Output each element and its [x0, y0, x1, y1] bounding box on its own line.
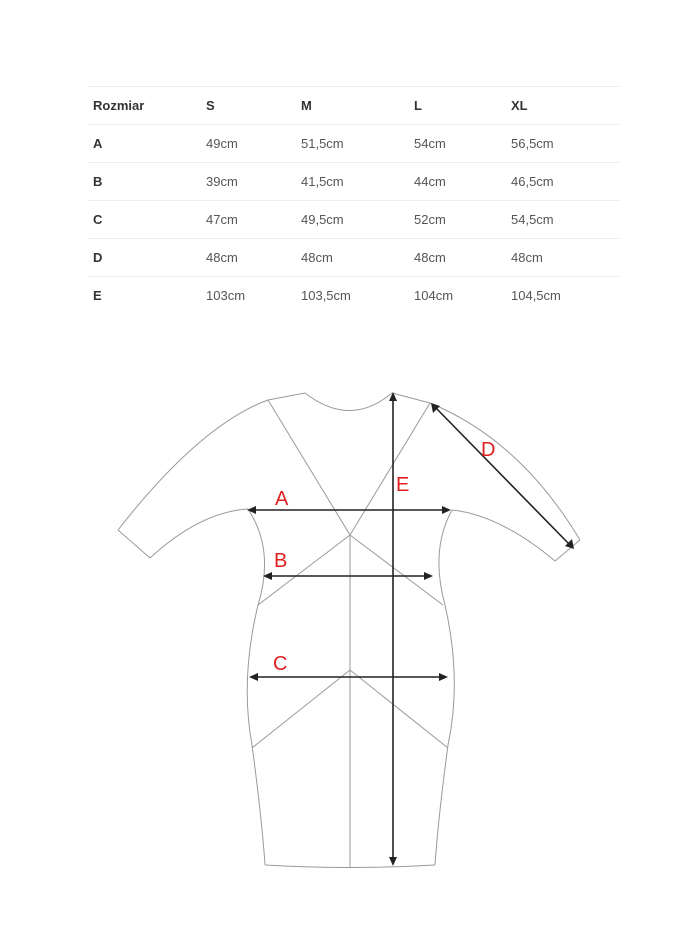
row-label: D [87, 239, 200, 277]
table-cell: 47cm [200, 201, 295, 239]
table-cell: 46,5cm [505, 163, 620, 201]
arrow-e-head-top [389, 392, 397, 401]
table-row [87, 277, 620, 315]
table-cell: 41,5cm [295, 163, 408, 201]
label-b: B [274, 550, 288, 572]
arrow-c-head-left [249, 673, 258, 681]
table-row [87, 239, 620, 277]
left-body-side [247, 509, 265, 865]
measurement-labels [273, 439, 495, 675]
row-label: C [87, 201, 200, 239]
table-cell: 48cm [295, 239, 408, 277]
skirt-line-right [350, 670, 448, 748]
label-d: D [481, 439, 496, 461]
table-header-row [87, 87, 620, 125]
header-size-l: L [408, 87, 505, 125]
table-row [87, 201, 620, 239]
table-row [87, 163, 620, 201]
dress-measurement-diagram [0, 360, 700, 900]
header-size-m: M [295, 87, 408, 125]
neckline [305, 393, 392, 411]
right-sleeve-outer [430, 403, 580, 540]
right-shoulder-line [392, 393, 430, 403]
waist-line-left [258, 535, 350, 605]
arrow-e-head-bottom [389, 857, 397, 866]
label-a: A [275, 488, 289, 510]
dress-outline [118, 393, 580, 868]
label-c: C [273, 653, 288, 675]
arrow-d [435, 407, 570, 545]
arrow-c-head-right [439, 673, 448, 681]
bodice-line-right [350, 403, 430, 535]
table-cell: 103,5cm [295, 277, 408, 315]
left-sleeve-cuff [118, 530, 150, 558]
arrow-a-head-right [442, 506, 451, 514]
table-cell: 49,5cm [295, 201, 408, 239]
table-cell: 48cm [200, 239, 295, 277]
header-size-xl: XL [505, 87, 620, 125]
row-label: A [87, 125, 200, 163]
table-cell: 54,5cm [505, 201, 620, 239]
table-cell: 54cm [408, 125, 505, 163]
table-cell: 48cm [408, 239, 505, 277]
row-label: E [87, 277, 200, 315]
table-cell: 103cm [200, 277, 295, 315]
measurement-arrows [247, 392, 574, 866]
skirt-line-left [252, 670, 350, 748]
header-rozmiar: Rozmiar [87, 87, 200, 125]
table-cell: 52cm [408, 201, 505, 239]
header-size-s: S [200, 87, 295, 125]
table-cell: 104,5cm [505, 277, 620, 315]
arrow-a-head-left [247, 506, 256, 514]
right-body-side [435, 510, 454, 865]
left-sleeve-outer [118, 400, 268, 530]
label-e: E [396, 474, 410, 496]
table-cell: 56,5cm [505, 125, 620, 163]
table-cell: 44cm [408, 163, 505, 201]
bodice-line-left [268, 400, 350, 535]
table-cell: 104cm [408, 277, 505, 315]
table-cell: 51,5cm [295, 125, 408, 163]
table-cell: 48cm [505, 239, 620, 277]
row-label: B [87, 163, 200, 201]
arrow-b-head-right [424, 572, 433, 580]
table-cell: 49cm [200, 125, 295, 163]
right-sleeve-inner [452, 510, 555, 561]
size-table [87, 86, 620, 315]
table-row [87, 125, 620, 163]
left-shoulder-line [268, 393, 305, 400]
table-cell: 39cm [200, 163, 295, 201]
left-sleeve-inner [150, 509, 248, 558]
waist-line-right [350, 535, 443, 605]
